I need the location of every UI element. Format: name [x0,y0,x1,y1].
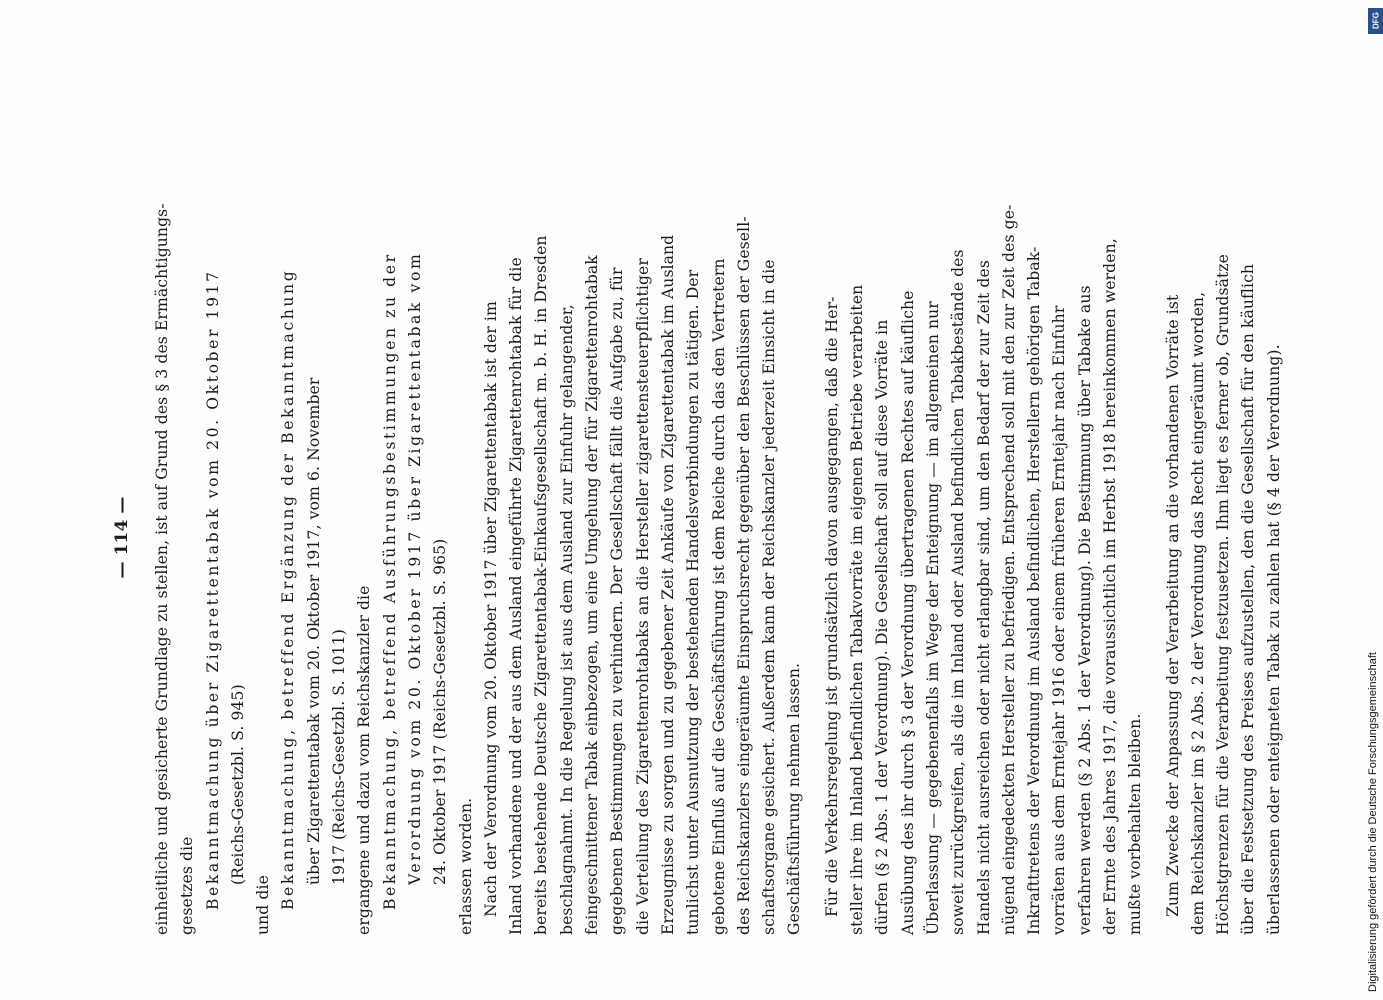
text-line: tunlichst unter Ausnutzung der bestehenden Handelsverbindungen zu tätigen. Der [684,269,703,935]
text-line: verfahren werden (§ 2 Abs. 1 der Verordnung). Die Bestimmung über Tabake aus [1075,285,1094,935]
text-line: Bekanntmachung über Zigarettentabak vom 20. Oktober 1917 [203,269,222,910]
text-line: ergangene und dazu vom Reichskanzler die [355,585,374,935]
paragraph-gap [808,140,820,935]
text-line: dürfen (§ 2 Abs. 1 der Verordnung). Die Gesellschaft soll auf diese Vorräte in [873,319,892,935]
text-line: Ausübung des ihr durch § 3 der Verordnung übertragenen Rechtes auf käufliche [898,290,917,935]
text-line: gegebenen Bestimmungen zu verhindern. Der Gesellschaft fällt die Aufgabe zu, für [608,267,627,935]
text-line: gesetzes die [178,836,197,935]
text-line: nügend eingedeckten Hersteller zu befriedigen. Entsprechend soll mit den zur Zeit des ge- [999,204,1018,935]
text-line: erlassen worden. [456,797,475,935]
text-line: bereits bestehende Deutsche Zigarettentabak-Einkaufsgesellschaft m. b. H. in Dresden [532,235,551,935]
text-line: 1917 (Reichs-Gesetzbl. S. 1011) [330,629,349,885]
text-line: Überlassung — gegebenenfalls im Wege der Enteignung — im allgemeinen nur [923,301,942,935]
text-line: Für die Verkehrsregelung ist grundsätzlich davon ausgegangen, daß die Her- [822,296,841,917]
text-line: Handels nicht ausreichen oder nicht erlangbar sind, um den Bedarf der zur Zeit des [974,260,993,935]
text-line: feingeschnittener Tabak einbezogen, um eine Umgehung der für Zigarettenrohtabak [583,255,602,935]
text-line: schaftsorgane gesichert. Außerdem kann der Reichskanzler jederzeit Einsicht in die [760,259,779,935]
text-line: Nach der Verordnung vom 20. Oktober 1917 über Zigarettentabak ist der im [481,301,500,917]
text-line: des Reichskanzlers eingeräumte Einspruchsrecht gegenüber den Beschlüssen der Gesell- [734,216,753,935]
text-line: die Verteilung des Zigarettenrohtabaks an die Hersteller zigarettensteuerpflichtiger [633,258,652,935]
text-line: Inkrafttretens der Verordnung im Ausland befindlichen, Herstellern gehörigen Tabak- [1025,246,1044,935]
text-body [150,140,1287,935]
text-line: Verordnung vom 20. Oktober 1917 über Zigarettentabak vom [405,251,424,885]
text-line: mußte vorbehalten bleiben. [1126,713,1145,935]
dfg-logo: DFG [1368,8,1383,34]
text-line: der Ernte des Jahres 1917, die voraussichtlich im Herbst 1918 hereinkommen werden, [1100,238,1119,935]
digitization-credit: Digitalisierung gefördert durch die Deutsche Forschungsgemeinschaft [1367,652,1379,992]
text-line: Erzeugnisse zu sorgen und zu gegebener Zeit Ankäufe von Zigarettentabak im Ausland [658,234,677,935]
text-line: überlassenen oder enteigneten Tabak zu zahlen hat (§ 4 der Verordnung). [1264,344,1283,935]
text-line: über die Festsetzung des Preises aufzustellen, den die Gesellschaft für den käuflich [1239,263,1258,935]
text-line: Höchstgrenzen für die Verarbeitung festzusetzen. Ihm liegt es ferner ob, Grundsätze [1214,254,1233,935]
paragraph-gap [1149,140,1161,935]
text-line: beschlagnahmt. In die Regelung ist aus dem Ausland zur Einfuhr gelangender, [557,304,576,935]
text-line: steller ihre im Inland befindlichen Tabakvorräte im eigenen Betriebe verarbeiten [848,284,867,935]
text-line: und die [254,875,273,935]
text-line: einheitliche und gesicherte Grundlage zu stellen, ist auf Grund des § 3 des Ermächtigungs- [153,203,171,935]
text-line: Bekanntmachung, betreffend Ausführungsbestimmungen zu der [380,252,399,910]
page-number: — 114 — [112,496,132,579]
text-line: vorräten aus dem Erntejahr 1916 oder einem früheren Erntejahr nach Einfuhr [1050,305,1069,935]
text-line: gebotene Einfluß auf die Geschäftsführung ist dem Reiche durch das den Vertretern [709,258,728,935]
text-line: Bekanntmachung, betreffend Ergänzung der Bekanntmachung [279,268,298,910]
text-line: dem Reichskanzler im § 2 Abs. 2 der Verordnung das Recht eingeräumt worden, [1188,291,1207,935]
text-line: soweit zurückgreifen, als die im Inland oder Ausland befindlichen Tabakbestände des [949,249,968,935]
text-line: Inland vorhandene und der aus dem Ausland eingeführte Zigarettenrohtabak für die [507,257,526,935]
text-line: über Zigarettentabak vom 20. Oktober 1917, vom 6. November [304,377,323,885]
rotated-page-content [112,140,1283,935]
text-line: Zum Zwecke der Anpassung der Verarbeitung an die vorhandenen Vorräte ist [1163,294,1182,917]
text-line: 24. Oktober 1917 (Reichs-Gesetzbl. S. 965) [431,538,450,885]
text-line: Geschäftsführung nehmen lassen. [785,662,804,935]
text-line: (Reichs-Gesetzbl. S. 945) [228,684,247,885]
